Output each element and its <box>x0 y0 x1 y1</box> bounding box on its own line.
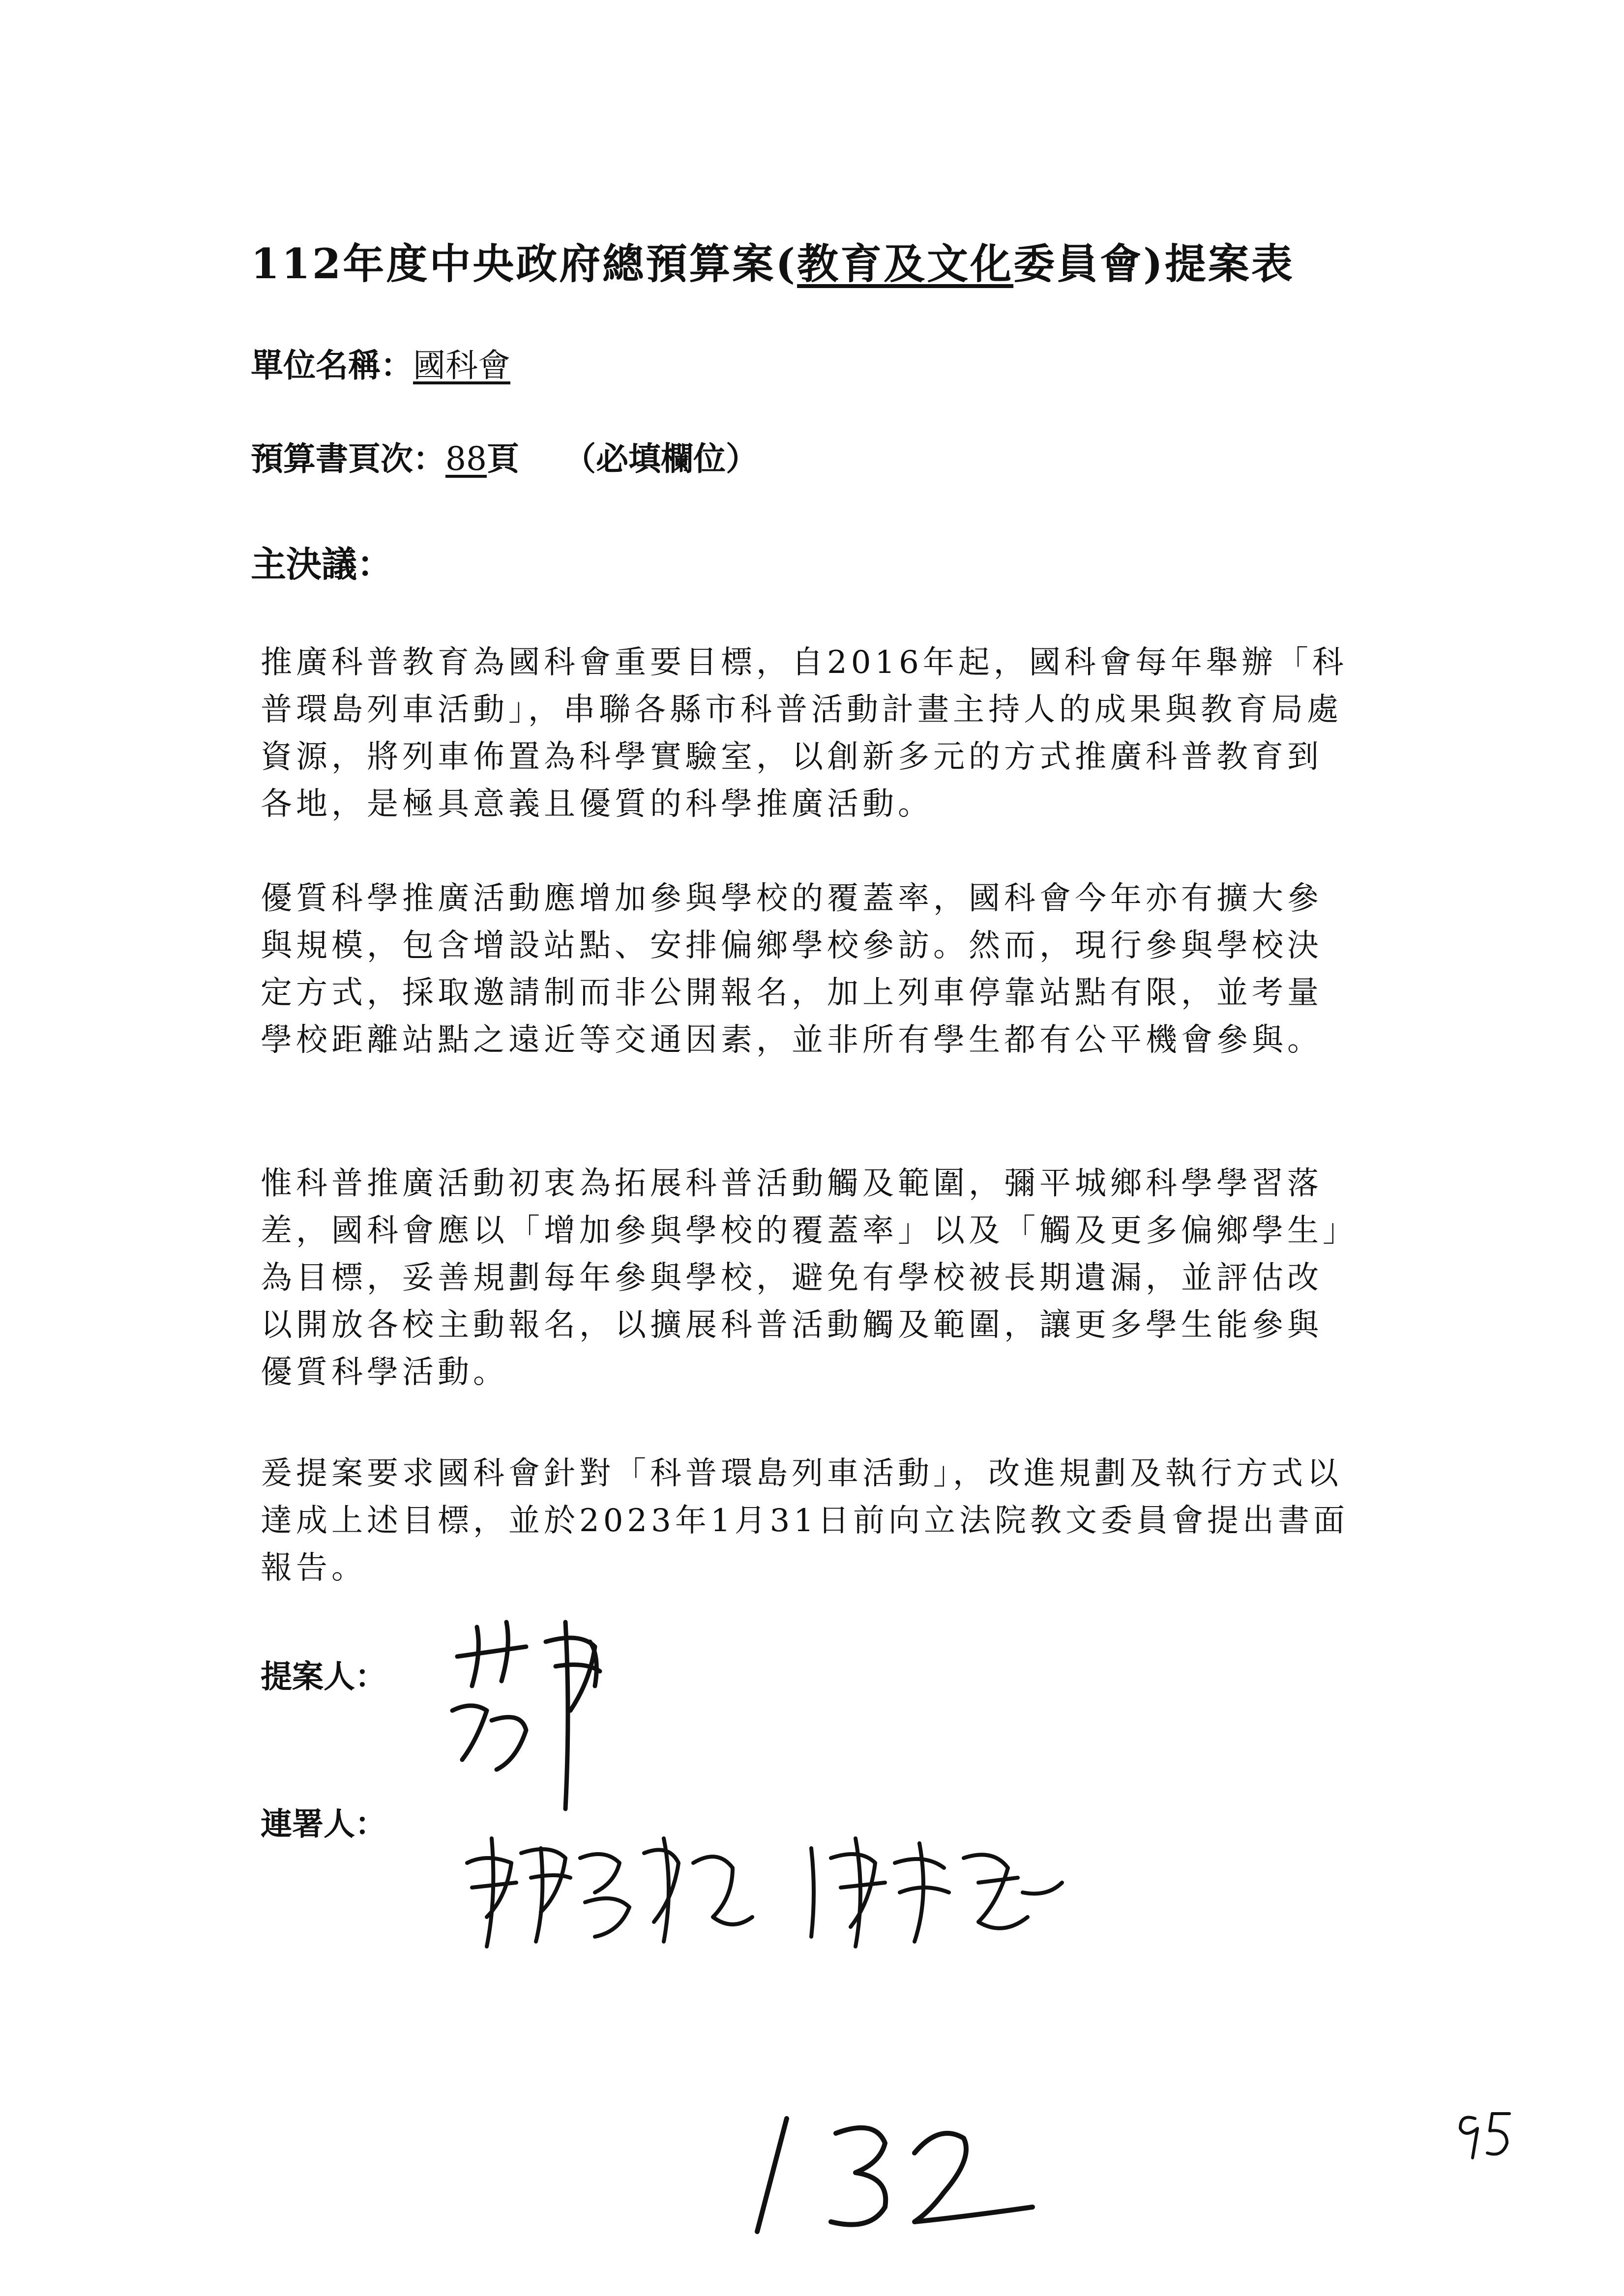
cosigner-signatures <box>457 1819 1087 1966</box>
proposer-label: 提案人： <box>261 1658 386 1695</box>
handwritten-corner-number <box>1450 2099 1519 2163</box>
required-note: （必填欄位） <box>563 439 758 478</box>
unit-value: 國科會 <box>413 347 510 384</box>
budget-page-field: 預算書頁次：88頁 （必填欄位） <box>251 439 758 478</box>
paragraph-1: 推廣科普教育為國科會重要目標，自2016年起，國科會每年舉辦「科普環島列車活動」，串聯各縣市科普活動計畫主持人的成果與教育局處資源，將列車佈置為科學實驗室，以創新多元的方式推廣科普教育到各地，是極具意義且優質的科學推廣活動。 <box>261 644 1348 822</box>
page-title: 112年度中央政府總預算案(教育及文化委員會)提案表 <box>251 239 1295 288</box>
paragraph-2: 優質科學推廣活動應增加參與學校的覆蓋率，國科會今年亦有擴大參與規模，包含增設站點、安排偏鄉學校參訪。然而，現行參與學校決定方式，採取邀請制而非公開報名，加上列車停靠站點有限，並考量學校距離站點之遠近等交通因素，並非所有學生都有公平機會參與。 <box>261 880 1323 1058</box>
unit-field: 單位名稱：國科會 <box>251 346 510 384</box>
paragraph-4: 爰提案要求國科會針對「科普環島列車活動」，改進規劃及執行方式以達成上述目標，並於2023年1月31日前向立法院教文委員會提出書面報告。 <box>261 1455 1349 1586</box>
paragraph-3: 惟科普推廣活動初衷為拓展科普活動觸及範圍，彌平城鄉科學學習落差，國科會應以「增加參與學校的覆蓋率」以及「觸及更多偏鄉學生」為目標，妥善規劃每年參與學校，避免有學校被長期遺漏，並評估改以開放各校主動報名，以擴展科普活動觸及範圍，讓更多學生能參與優質科學活動。 <box>261 1165 1342 1391</box>
budget-page-value: 88 <box>445 440 487 478</box>
handwritten-page-number <box>728 2099 1052 2246</box>
main-resolution-heading: 主決議： <box>251 543 393 585</box>
proposer-signature <box>443 1612 649 1819</box>
cosigner-label: 連署人： <box>261 1806 386 1843</box>
